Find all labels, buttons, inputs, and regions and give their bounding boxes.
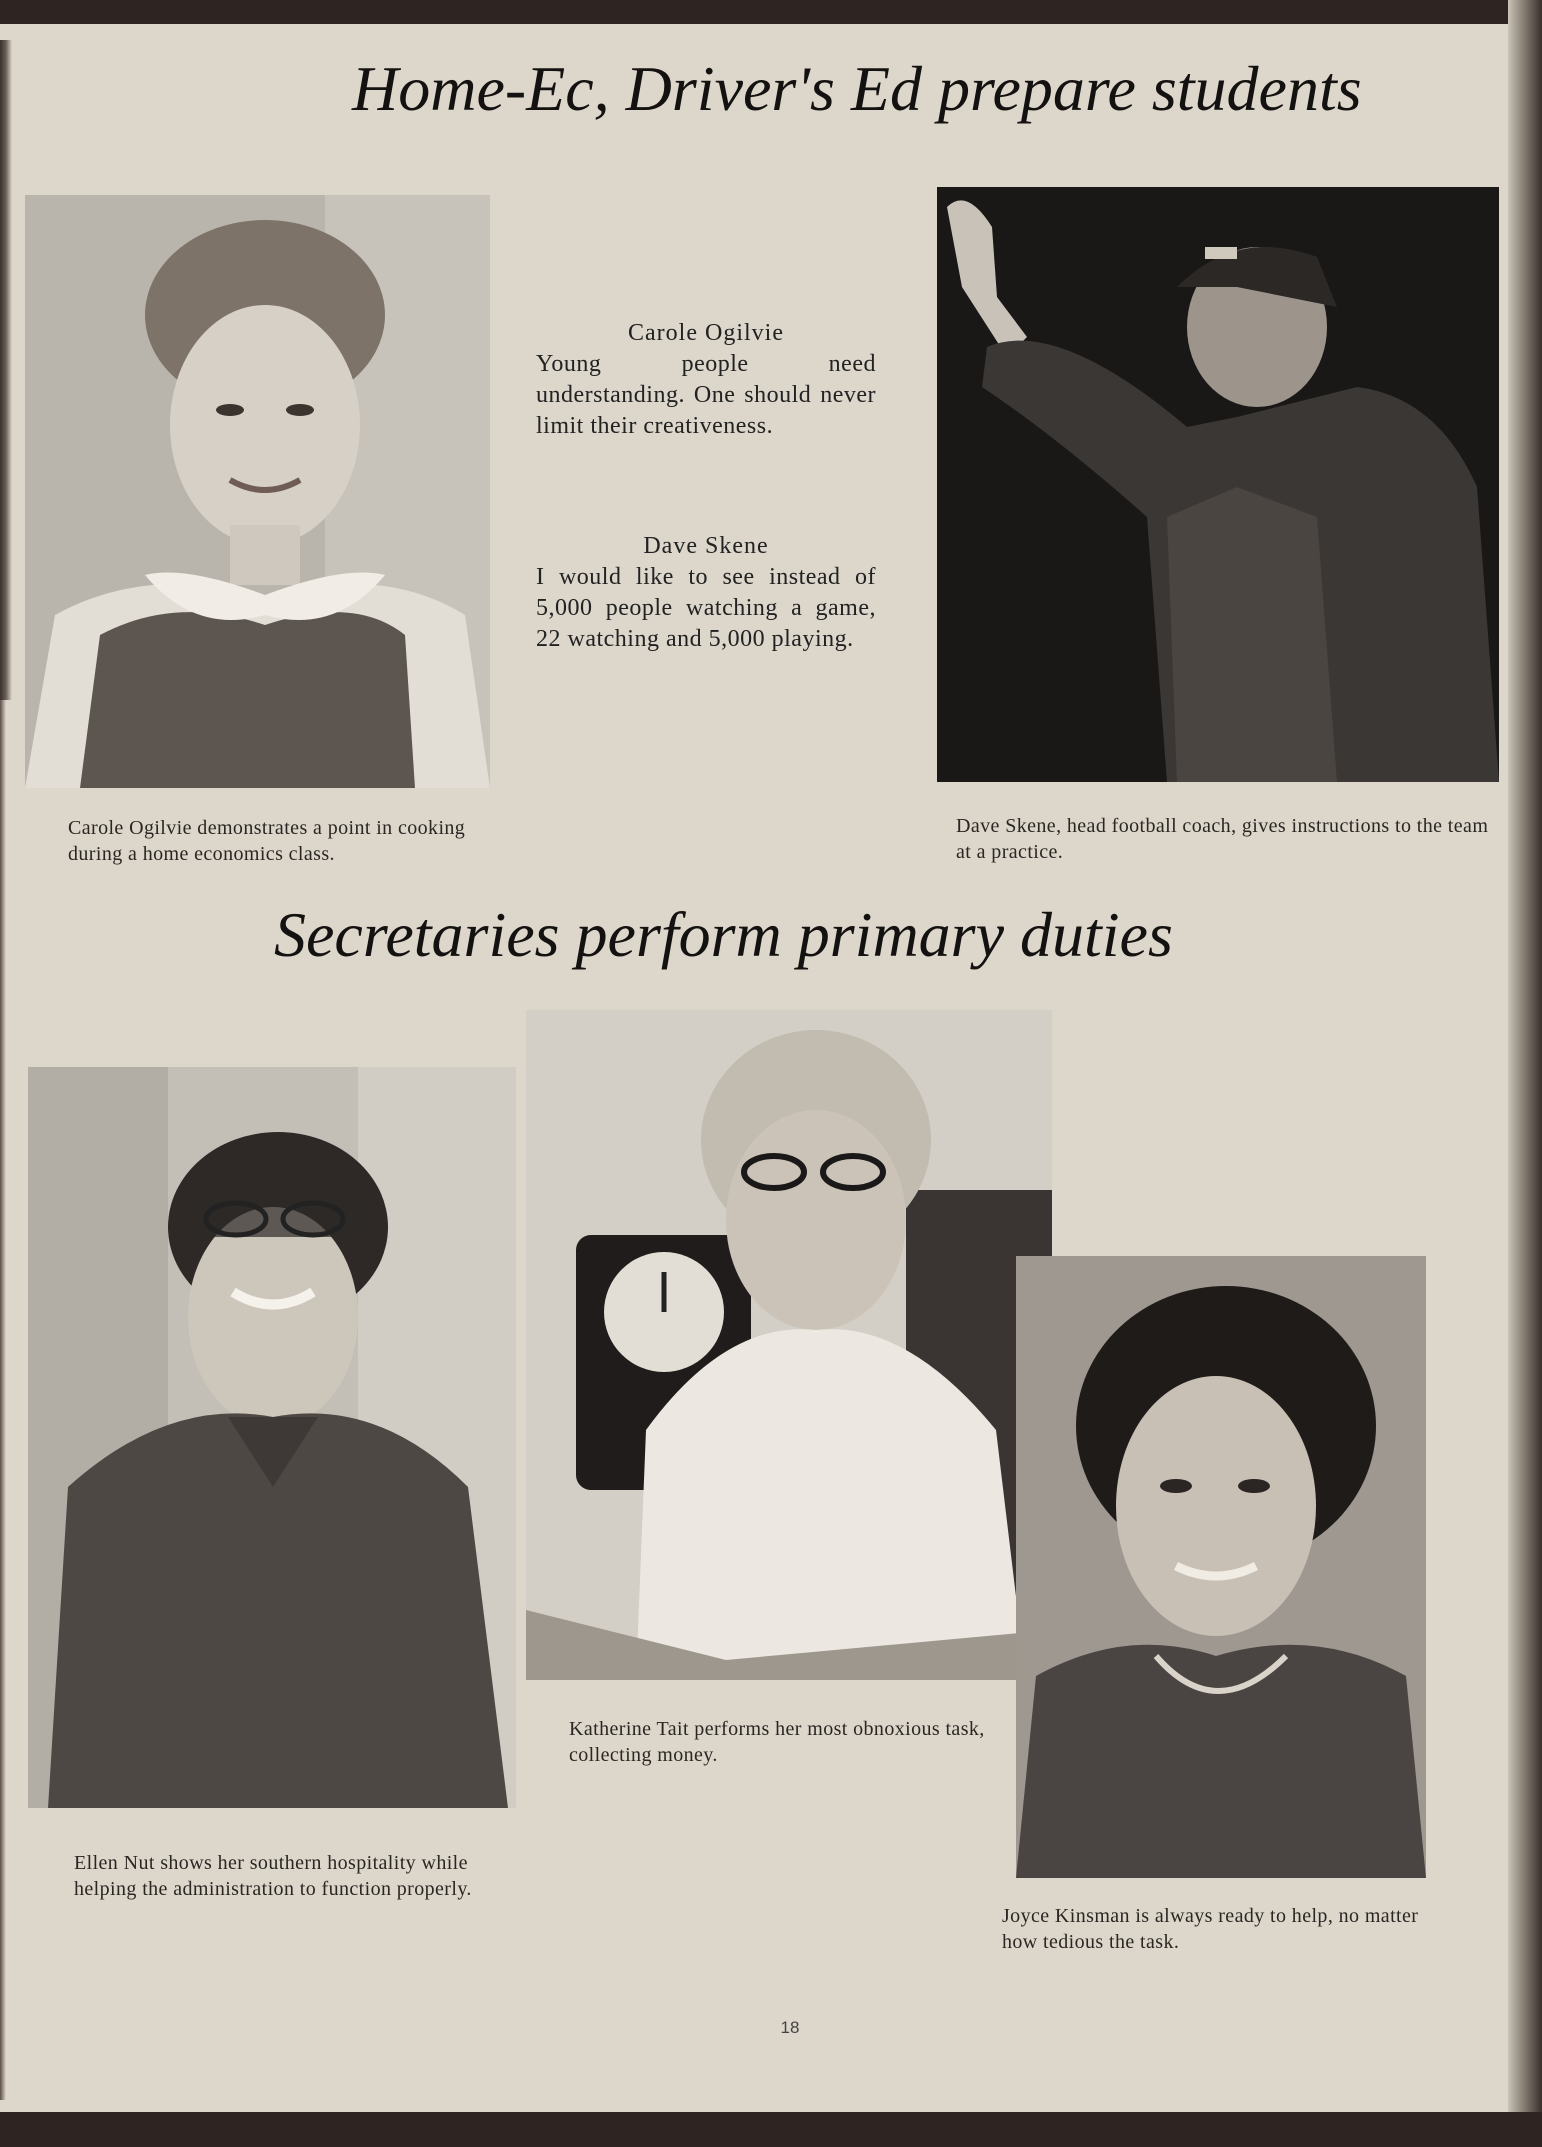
quote-text: Young people need understanding. One should never limit their creativeness. (536, 351, 876, 439)
page-number: 18 (780, 2018, 800, 2037)
caption-joyce-kinsman: Joyce Kinsman is always ready to help, no matter how tedious the task. (1002, 1905, 1419, 1953)
caption-ellen-nut: Ellen Nut shows her southern hospitality while helping the administration to function properly. (74, 1852, 472, 1900)
page-binding-edge (1508, 0, 1542, 2147)
photo-carole-ogilvie (25, 195, 490, 788)
page-top-edge (0, 0, 1542, 24)
headline-secretaries: Secretaries perform primary duties (274, 899, 1173, 970)
quote-name: Carole Ogilvie (628, 320, 784, 346)
quote-text: I would like to see instead of 5,000 people watching a game, 22 watching and 5,000 playing. (536, 564, 876, 652)
photo-katherine-tait (526, 1010, 1052, 1680)
page-left-edge (0, 40, 12, 700)
caption-carole-ogilvie: Carole Ogilvie demonstrates a point in cooking during a home economics class. (68, 817, 466, 865)
quote-name: Dave Skene (643, 533, 769, 559)
headline-home-ec: Home-Ec, Driver's Ed prepare students (352, 53, 1362, 124)
page-bottom-edge (0, 2112, 1542, 2147)
quote-carole-ogilvie (536, 318, 876, 442)
page-left-edge-lower (0, 700, 6, 2100)
photo-ellen-nut (28, 1067, 516, 1808)
photo-joyce-kinsman (1016, 1256, 1426, 1878)
photo-dave-skene (937, 187, 1499, 782)
quote-dave-skene (536, 531, 876, 655)
caption-katherine-tait: Katherine Tait performs her most obnoxious task, collecting money. (569, 1718, 985, 1766)
caption-dave-skene: Dave Skene, head football coach, gives instructions to the team at a practice. (956, 815, 1489, 863)
